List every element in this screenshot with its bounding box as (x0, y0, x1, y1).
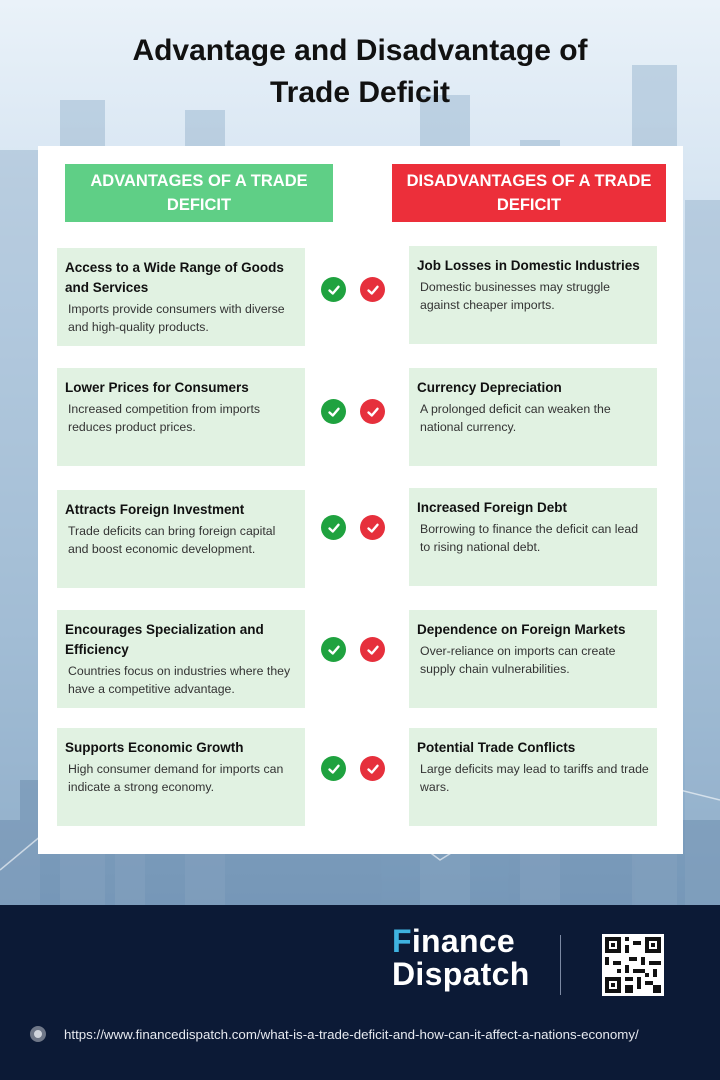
advantage-item (57, 368, 305, 466)
qr-code-icon[interactable] (602, 934, 664, 996)
disadvantage-text: Large deficits may lead to tariffs and trade wars. (420, 762, 649, 794)
row-icons (321, 515, 385, 541)
advantage-title: Lower Prices for Consumers (65, 380, 249, 395)
advantage-text: Increased competition from imports reduces product prices. (68, 402, 261, 434)
disadvantage-title: Increased Foreign Debt (417, 500, 568, 515)
page-title (40, 30, 680, 114)
comparison-card (38, 146, 683, 854)
disadvantage-item (409, 246, 657, 344)
x-circle-icon (360, 756, 385, 781)
check-circle-icon (321, 277, 346, 302)
advantage-text: Countries focus on industries where they have a competitive advantage. (68, 664, 291, 696)
check-circle-icon (321, 399, 346, 424)
row-icons (321, 399, 385, 425)
disadvantage-text: Domestic businesses may struggle against cheaper imports. (420, 280, 610, 312)
disadvantage-title: Job Losses in Domestic Industries (417, 258, 640, 273)
advantage-item (57, 490, 305, 588)
check-circle-icon (321, 637, 346, 662)
disadvantages-heading: DISADVANTAGES OF A TRADE DEFICIT (392, 164, 666, 222)
advantage-text: Imports provide consumers with diverse and high-quality products. (68, 302, 285, 334)
advantage-item (57, 248, 305, 346)
disadvantage-item (409, 610, 657, 708)
advantage-item (57, 610, 305, 708)
source-url-link[interactable]: https://www.financedispatch.com/what-is-a-trade-deficit-and-how-can-it-affect-a-nations-economy/ (64, 1027, 639, 1042)
logo-line-2: Dispatch (392, 956, 530, 992)
advantage-title: Access to a Wide Range of Goods and Services (65, 260, 284, 295)
x-circle-icon (360, 637, 385, 662)
logo-line-1: Finance (392, 923, 516, 959)
disadvantage-item (409, 368, 657, 466)
x-circle-icon (360, 399, 385, 424)
disadvantage-text: A prolonged deficit can weaken the national currency. (420, 402, 611, 434)
disadvantage-item (409, 728, 657, 826)
row-icons (321, 756, 385, 782)
advantages-heading: ADVANTAGES OF A TRADE DEFICIT (65, 164, 333, 222)
title-line-1: Advantage and Disadvantage of (132, 34, 588, 67)
advantage-title: Supports Economic Growth (65, 740, 244, 755)
footer-divider (560, 935, 561, 995)
disadvantage-title: Dependence on Foreign Markets (417, 622, 626, 637)
disadvantage-title: Currency Depreciation (417, 380, 562, 395)
check-circle-icon (321, 515, 346, 540)
globe-icon (30, 1026, 46, 1042)
row-icons (321, 277, 385, 303)
advantage-title: Encourages Specialization and Efficiency (65, 622, 264, 657)
disadvantage-text: Borrowing to finance the deficit can lead to rising national debt. (420, 522, 639, 554)
x-circle-icon (360, 277, 385, 302)
disadvantage-item (409, 488, 657, 586)
check-circle-icon (321, 756, 346, 781)
finance-dispatch-logo[interactable] (392, 925, 530, 991)
disadvantage-text: Over-reliance on imports can create supply chain vulnerabilities. (420, 644, 616, 676)
advantage-text: Trade deficits can bring foreign capital and boost economic development. (68, 524, 276, 556)
title-line-2: Trade Deficit (269, 76, 451, 109)
logo-accent-letter: F (392, 923, 412, 959)
advantage-title: Attracts Foreign Investment (65, 502, 245, 517)
row-icons (321, 637, 385, 663)
x-circle-icon (360, 515, 385, 540)
advantage-item (57, 728, 305, 826)
disadvantage-title: Potential Trade Conflicts (417, 740, 576, 755)
advantage-text: High consumer demand for imports can indicate a strong economy. (68, 762, 284, 794)
